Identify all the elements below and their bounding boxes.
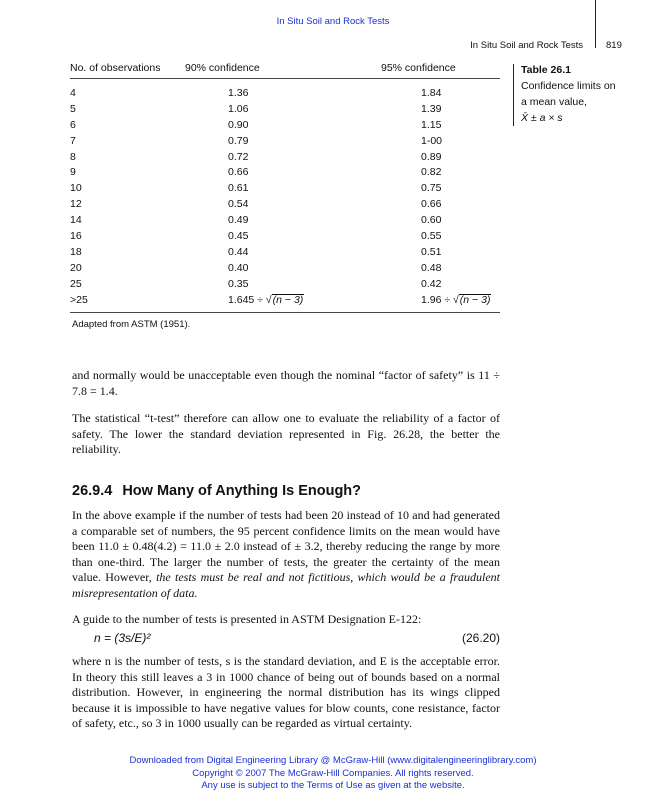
cell-90-confidence: 0.66: [228, 166, 249, 179]
cell-90-confidence: 1.06: [228, 102, 249, 115]
caption-formula: X̄ ± a × s: [521, 112, 563, 124]
caption-line-2: a mean value,: [521, 96, 587, 108]
cell-95-confidence: 0.42: [421, 277, 442, 290]
cell-observations: 7: [70, 134, 76, 147]
cell-observations: 14: [70, 214, 82, 227]
running-head: In Situ Soil and Rock Tests: [470, 40, 583, 51]
paragraph-factor-of-safety: and normally would be unacceptable even though the nominal “factor of safety” is 11 ÷ 7.8 = 1.4.: [72, 368, 500, 398]
section-title: How Many of Anything Is Enough?: [122, 483, 362, 499]
footer-copyright-line: Copyright © 2007 The McGraw-Hill Companies. All rights reserved.: [192, 767, 474, 779]
header-divider: [595, 0, 596, 48]
cell-observations: 20: [70, 261, 82, 274]
paragraph-t-test: The statistical “t-test” therefore can allow one to evaluate the reliability of a factor of safety. The lower the standard deviation represented in Fig. 26.28, the better the reliability.: [72, 411, 500, 456]
cell-95-confidence: 0.89: [421, 150, 442, 163]
table-row: [70, 228, 500, 244]
cell-90-confidence: 0.49: [228, 214, 249, 227]
cell-90-confidence: 0.79: [228, 134, 249, 147]
cell-observations: 18: [70, 245, 82, 258]
cell-95-confidence: 1.39: [421, 102, 442, 115]
cell-95-confidence: 0.66: [421, 198, 442, 211]
column-header-90: 90% confidence: [185, 62, 381, 79]
cell-observations: 4: [70, 86, 76, 99]
cell-95-confidence: 0.51: [421, 245, 442, 258]
cell-90-confidence: 0.44: [228, 245, 249, 258]
cell-95-confidence: 0.82: [421, 166, 442, 179]
cell-observations: >25: [70, 292, 185, 313]
page-number: 819: [606, 40, 622, 51]
cell-95-confidence: 0.75: [421, 182, 442, 195]
section-number: 26.9.4: [72, 483, 113, 499]
cell-95-confidence: 0.55: [421, 229, 442, 242]
table-row: [70, 79, 500, 101]
cell-95-confidence: 0.60: [421, 214, 442, 227]
cell-90-confidence: [185, 292, 381, 313]
paragraph-how-many-italic: the tests must be real and not fictitious, which would be a fraudulent misrepresentation of data.: [72, 570, 500, 600]
table-caption: [521, 62, 641, 126]
radicand-95: (n − 3): [459, 293, 491, 306]
cell-observations: 9: [70, 166, 76, 179]
caption-divider: [513, 64, 514, 126]
cell-95-confidence: 1.15: [421, 118, 442, 131]
cell-90-confidence: 1.36: [228, 86, 249, 99]
cell-90-confidence: 0.40: [228, 261, 249, 274]
confidence-table: [70, 62, 500, 313]
cell-90-confidence: 0.54: [228, 198, 249, 211]
footer: [0, 755, 666, 793]
table-row: [70, 212, 500, 228]
footer-download-line[interactable]: Downloaded from Digital Engineering Library @ McGraw-Hill (www.digitalengineeringlibrary.com): [129, 755, 537, 766]
cell-observations: 8: [70, 150, 76, 163]
cell-observations: 12: [70, 198, 82, 211]
cell-95-confidence: 1.84: [421, 86, 442, 99]
formula-prefix-90: 1.645 ÷ √: [228, 293, 272, 306]
column-header-95: 95% confidence: [381, 62, 500, 79]
cell-90-confidence: 0.72: [228, 150, 249, 163]
table-row: [70, 149, 500, 165]
caption-line-1: Confidence limits on: [521, 80, 616, 92]
cell-90-confidence: 0.45: [228, 229, 249, 242]
cell-observations: 25: [70, 277, 82, 290]
table-body: [70, 79, 500, 313]
cell-95-confidence: 0.48: [421, 261, 442, 274]
section-heading: [72, 483, 361, 499]
radicand-90: (n − 3): [272, 293, 304, 306]
cell-90-confidence: 0.35: [228, 277, 249, 290]
equation: [94, 631, 500, 645]
cell-observations: 6: [70, 118, 76, 131]
top-banner: In Situ Soil and Rock Tests: [276, 16, 390, 27]
cell-observations: 16: [70, 229, 82, 242]
table-row: [70, 260, 500, 276]
table-row: [70, 244, 500, 260]
cell-95-confidence: [381, 292, 500, 313]
table-row: [70, 180, 500, 196]
cell-90-confidence: 0.61: [228, 182, 249, 195]
table-row: [70, 133, 500, 149]
paragraph-astm-guide: A guide to the number of tests is presented in ASTM Designation E-122:: [72, 612, 422, 626]
table-label: Table 26.1: [521, 64, 571, 76]
paragraph-how-many: [72, 508, 500, 601]
table-source-note: Adapted from ASTM (1951).: [72, 319, 191, 330]
cell-90-confidence: 0.90: [228, 118, 249, 131]
table-row: [70, 117, 500, 133]
table-row: [70, 101, 500, 117]
equation-formula: n = (3s/E)²: [94, 631, 151, 645]
cell-observations: 5: [70, 102, 76, 115]
formula-prefix-95: 1.96 ÷ √: [421, 293, 459, 306]
table-row-large-n: [70, 292, 500, 313]
table-row: [70, 276, 500, 292]
cell-95-confidence: 1-00: [421, 134, 443, 147]
table-row: [70, 164, 500, 180]
table-row: [70, 196, 500, 212]
column-header-observations: No. of observations: [70, 62, 185, 79]
table-header-row: [70, 62, 500, 79]
equation-number: (26.20): [461, 631, 500, 645]
paragraph-where: where n is the number of tests, s is the standard deviation, and E is the acceptable error. In theory this still leaves a 3 in 1000 chance of being out of bounds based on a normal distribution. However, in engineering the normal distribution has its wings clipped because it is impossible to have negative values for blow counts, cone resistance, factor of safety, etc., so 3 in 1000 usually can be regarded as virtual certainty.: [72, 654, 500, 730]
cell-observations: 10: [70, 182, 82, 195]
paragraph-how-many-text: In the above example if the number of tests had been 20 instead of 10 and had generated a comparable set of numbers, the 95 percent confidence limits on the mean would have been 11.0 ± 0.48(4.2) = 11.0 ± 2.0 instead of ± 3.2, thereby reducing the range by more than one-third. The larger the number of tests, the greater the certainty of the mean value. However,: [72, 508, 500, 584]
footer-terms-line[interactable]: Any use is subject to the Terms of Use as given at the website.: [201, 780, 465, 791]
